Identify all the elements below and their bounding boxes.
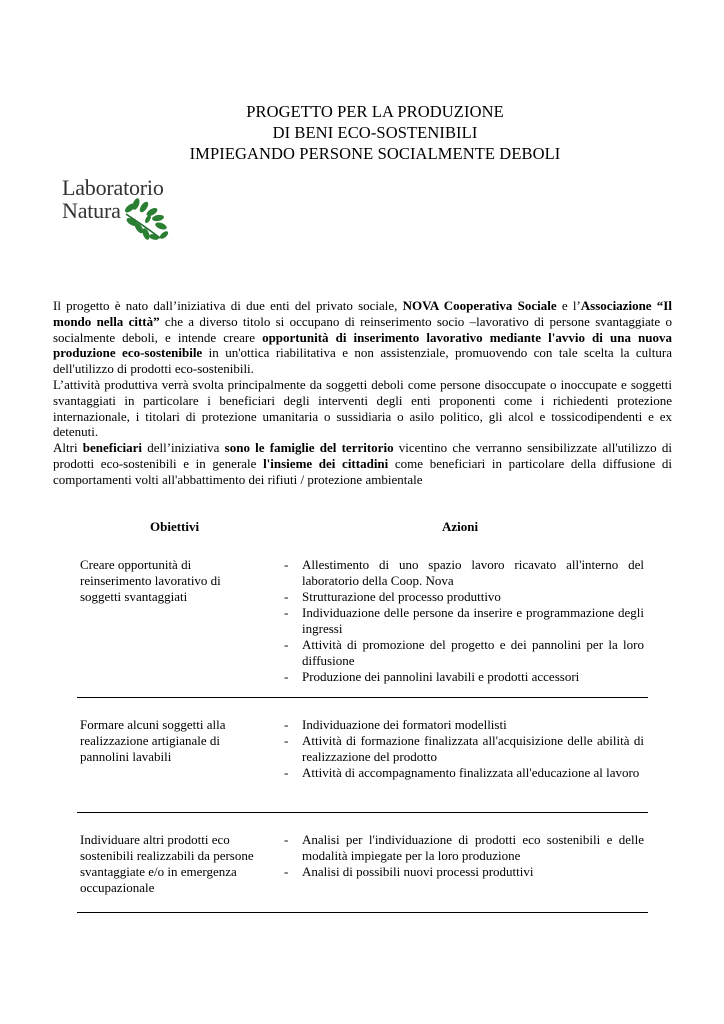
objective-cell: Formare alcuni soggetti alla realizzazione artigianale di pannolini lavabili [80,717,226,764]
actions-list [284,557,644,685]
row-divider [77,912,648,913]
action-item: - Attività di formazione finalizzata all'acquisizione delle abilità di realizzazione del prodotto [284,733,644,765]
actions-list [284,717,644,781]
bold-text-run: opportunità di inserimento lavorativo mediante l'avvio di una nuova produzione eco-sostenibile [53,329,672,361]
row-divider [77,697,648,698]
text-run: in un'ottica riabilitativa e non assistenziale, promuovendo con tale scelta la cultura dell'utilizzo di prodotti eco-sostenibili. [53,345,672,377]
intro-paragraph-3 [53,440,672,487]
action-item: - Allestimento di uno spazio lavoro ricavato all'interno del laboratorio della Coop. Nova [284,557,644,589]
action-item: - Attività di accompagnamento finalizzata all'educazione al lavoro [284,765,644,781]
action-item: - Strutturazione del processo produttivo [284,589,644,605]
text-run: L’attività produttiva verrà svolta principalmente da soggetti deboli come persone disoccupate o inoccupate e soggetti svantaggiati in particolare i beneficiari degli interventi degli enti proponenti come i richiedenti protezione internazionale, i titolari di protezione umanitaria o sussidiaria o asilo politico, gli alcol e tossicodipendenti e ex detenuti. [53,376,672,440]
action-item: - Individuazione dei formatori modellisti [284,717,644,733]
action-item: - Individuazione delle persone da inserire e programmazione degli ingressi [284,605,644,637]
text-run: Il progetto è nato dall’iniziativa di due enti del privato sociale, [53,298,403,313]
actions-list [284,832,644,880]
action-item: - Analisi di possibili nuovi processi produttivi [284,864,644,880]
text-run: vicentino che verranno sensibilizzate all'utilizzo di prodotti eco-sostenibili e in generale [53,440,673,471]
intro-paragraph-2 [53,377,672,440]
bold-text-run: beneficiari [82,440,142,456]
column-header-objectives: Obiettivi [150,519,200,534]
objective-cell: Individuare altri prodotti eco sostenibili realizzabili da persone svantaggiate e/o in emergenza occupazionale [80,832,254,895]
leaf-branch-icon [60,174,175,244]
action-item: - Analisi per l'individuazione di prodotti eco sostenibili e delle modalità impiegate per la loro produzione [284,832,644,864]
laboratorio-natura-logo [60,174,175,244]
bold-text-run: Associazione “Il mondo nella città” [53,298,672,329]
action-item: - Produzione dei pannolini lavabili e prodotti accessori [284,669,644,685]
text-run: che a diverso titolo si occupano di reinserimento socio –lavorativo di persone svantaggiate o socialmente deboli, e intende creare [53,313,672,345]
bold-text-run: sono le famiglie del territorio [224,440,394,456]
column-header-actions: Azioni [442,519,479,534]
intro-text [53,298,672,488]
logo-text-line-1: Laboratorio [62,175,164,200]
text-run: come beneficiari in particolare della diffusione di comportamenti volti all'abbattimento dei rifiuti / protezione ambientale [53,455,672,487]
intro-paragraph-1 [53,298,672,377]
document-title [60,101,690,164]
objective-cell: Creare opportunità di reinserimento lavorativo di soggetti svantaggiati [80,557,221,604]
bold-text-run: NOVA Cooperativa Sociale [402,298,557,313]
title-line-1: PROGETTO PER LA PRODUZIONE [246,102,504,121]
action-item: - Attività di promozione del progetto e dei pannolini per la loro diffusione [284,637,644,669]
row-divider [77,812,648,813]
bold-text-run: l'insieme dei cittadini [263,455,389,471]
text-run: e l’ [556,298,581,313]
title-line-3: IMPIEGANDO PERSONE SOCIALMENTE DEBOLI [189,144,561,163]
title-line-2: DI BENI ECO-SOSTENIBILI [272,123,478,142]
logo-text-line-2: Natura [62,198,121,223]
text-run: Altri [53,440,83,456]
text-run: dell’iniziativa [142,440,225,456]
